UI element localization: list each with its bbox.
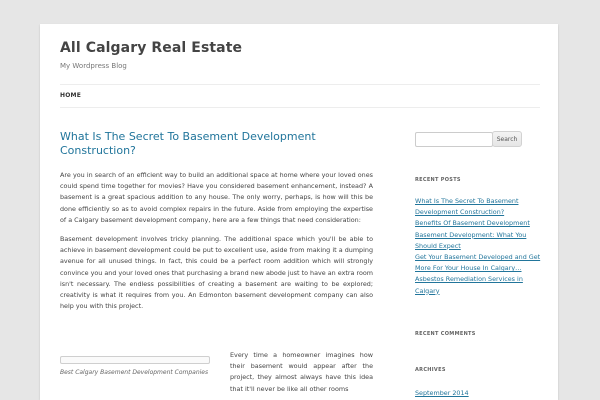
list-item [415,230,545,252]
post-paragraph: Every time a homeowner imagines how their basement would appear after the project, they almost always have this idea that it'll never be like all other rooms [230,351,373,393]
post-paragraph: Basement development involves tricky planning. The additional space which you'll be able to achieve in basement development could be put to excellent use, aside from making it a dumping avenue for all unused things. In fact, this could be a perfect room addition which will strongly convince you and your loved ones that purchasing a brand new abode just to have an extra room isn't necessary. The endless possibilities of creating a basement are waiting to be explored; creativity is what it requires from you. An Edmonton basement development company can also help you with this project. [60,235,373,311]
archives-heading: ARCHIVES [415,367,446,373]
recent-posts-heading: RECENT POSTS [415,177,461,183]
page-container [40,24,558,400]
post-image[interactable] [60,356,210,364]
list-item [415,252,545,274]
post-paragraph: Are you in search of an efficient way to build an additional space at home where your loved ones could spend time together for movies? Have you considered basement enhancement, instead? A basement is a great spacious addition to any house. The only worry, perhaps, is how will this be done efficiently so as to avoid complex repairs in the future. Aside from employing the expertise of a Calgary basement development company, here are a few things that need consideration: [60,171,373,224]
list-item [415,274,545,296]
archive-link[interactable]: September 2014 [415,389,469,397]
list-item [415,218,545,229]
search-input[interactable] [415,132,493,147]
recent-post-link[interactable]: Get Your Basement Developed and Get More For Your House In Calgary… [415,253,541,273]
search-button[interactable]: Search [492,131,522,147]
post-image-figure [60,356,214,376]
post-content [60,170,373,320]
post-title[interactable]: What Is The Secret To Basement Development Construction? [60,130,316,157]
site-description: My Wordpress Blog [60,62,127,70]
recent-post-link[interactable]: Asbestos Remediation Services in Calgary [415,275,523,295]
recent-post-link[interactable]: Benefits Of Basement Development [415,219,530,228]
recent-post-link[interactable]: What Is The Secret To Basement Development Construction? [415,197,519,217]
list-item [415,196,545,218]
main-navigation [60,84,540,108]
recent-post-link[interactable]: Basement Development: What You Should Expect [415,230,527,250]
nav-item-home[interactable]: HOME [60,92,81,99]
recent-posts-list [415,196,545,297]
image-caption: Best Calgary Basement Development Companies [60,369,209,376]
recent-comments-heading: RECENT COMMENTS [415,331,476,337]
site-title[interactable]: All Calgary Real Estate [60,40,243,56]
